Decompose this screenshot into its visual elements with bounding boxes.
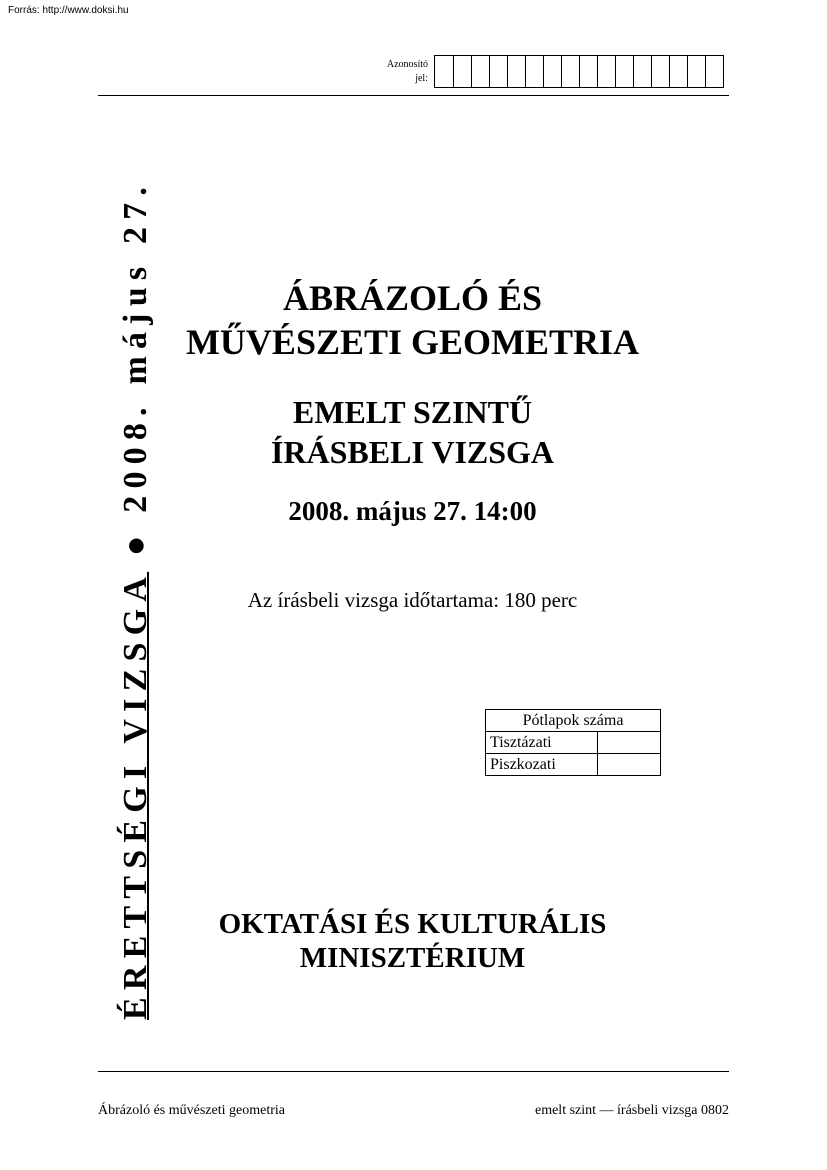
id-label-line1: Azonosító [386, 59, 428, 70]
exam-title-line1: ÁBRÁZOLÓ ÉS [282, 278, 543, 318]
id-code-box[interactable] [543, 56, 561, 87]
id-code-box[interactable] [615, 56, 633, 87]
ministry-name [160, 907, 665, 975]
id-code-box[interactable] [435, 56, 453, 87]
extra-sheets-header: Pótlapok száma [486, 710, 661, 732]
id-code-box[interactable] [561, 56, 579, 87]
table-row [486, 754, 661, 776]
exam-level [160, 392, 665, 472]
exam-level-line1: EMELT SZINTŰ [292, 394, 533, 430]
footer-subject: Ábrázoló és művészeti geometria [98, 1103, 285, 1118]
id-code-box[interactable] [633, 56, 651, 87]
id-code-box[interactable] [651, 56, 669, 87]
id-code-box[interactable] [597, 56, 615, 87]
id-code-box[interactable] [453, 56, 471, 87]
ministry-line2: MINISZTÉRIUM [299, 942, 526, 974]
top-divider [98, 95, 729, 96]
id-code-box[interactable] [705, 56, 723, 87]
id-code-box[interactable] [525, 56, 543, 87]
id-code-box[interactable] [489, 56, 507, 87]
id-label [360, 58, 428, 86]
footer-level-code: emelt szint — írásbeli vizsga 0802 [534, 1103, 729, 1118]
extra-sheets-value-field[interactable] [598, 732, 661, 754]
id-code-box[interactable] [579, 56, 597, 87]
table-row [486, 732, 661, 754]
extra-sheets-label: Tisztázati [486, 732, 598, 754]
exam-duration: Az írásbeli vizsga időtartama: 180 perc [247, 588, 578, 612]
exam-title-line2: MŰVÉSZETI GEOMETRIA [185, 322, 640, 362]
source-url: Forrás: http://www.doksi.hu [8, 5, 129, 16]
exam-level-line2: ÍRÁSBELI VIZSGA [270, 434, 555, 470]
id-code-box[interactable] [669, 56, 687, 87]
id-code-box[interactable] [507, 56, 525, 87]
extra-sheets-table [485, 709, 661, 776]
id-code-boxes[interactable] [434, 55, 724, 88]
side-banner [118, 180, 154, 1020]
extra-sheets-label: Piszkozati [486, 754, 598, 776]
ministry-line1: OKTATÁSI ÉS KULTURÁLIS [218, 908, 607, 940]
id-code-box[interactable] [687, 56, 705, 87]
side-banner-date: ● 2008. május 27. [117, 179, 154, 572]
bottom-divider [98, 1071, 729, 1072]
exam-date: 2008. május 27. 14:00 [288, 496, 537, 526]
id-code-box[interactable] [471, 56, 489, 87]
id-label-line2: jel: [415, 73, 428, 84]
side-banner-underlined: ÉRETTSÉGI VIZSGA [117, 571, 154, 1020]
exam-title [160, 276, 665, 364]
extra-sheets-value-field[interactable] [598, 754, 661, 776]
